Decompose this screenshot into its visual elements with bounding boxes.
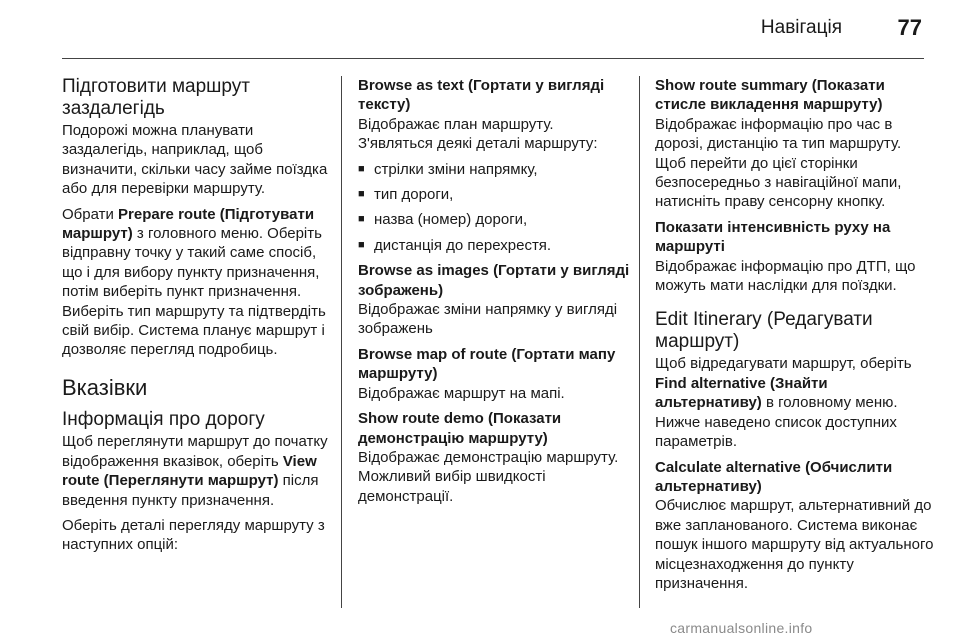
list-item: ■ назва (номер) дороги,	[358, 210, 630, 229]
header-divider	[62, 58, 924, 59]
column-right	[655, 76, 935, 599]
list-item: ■ тип дороги,	[358, 185, 630, 204]
heading-guidance: Вказівки	[62, 374, 148, 400]
option-browse-images-desc: Відображає зміни напрямку у вигляді зображень	[358, 301, 618, 338]
column-divider-2	[639, 76, 640, 608]
heading-prepare-route: Підготовити маршрут заздалегідь	[62, 76, 250, 119]
option-calculate-alternative-desc: Обчислює маршрут, альтернативний до вже запланованого. Система виконає пошук іншого маршруту від актуального місцезнаходження до пункту призначення.	[655, 497, 934, 592]
heading-edit-itinerary: Edit Itinerary (Редагувати маршрут)	[655, 309, 873, 353]
section-title: Навігація	[760, 17, 842, 38]
list-item: ■ дистанція до перехрестя.	[358, 236, 630, 255]
heading-road-info: Інформація про дорогу	[62, 409, 265, 431]
page-number: 77	[897, 15, 922, 40]
option-browse-map-desc: Відображає маршрут на мапі.	[358, 384, 565, 402]
option-route-summary-desc: Відображає інформацію про час в дорозі, дистанцію та тип маршруту. Щоб перейти до цієї сторінки безпосередньо з навігаційної мапи, натисніть праву сенсорну кнопку.	[655, 115, 902, 211]
option-calculate-alternative-title: Calculate alternative (Обчислити альтернативу)	[655, 458, 893, 495]
paragraph-prepare-intro: Подорожі можна планувати заздалегідь, наприклад, щоб визначити, скільки часу займе поїздка або для перевірки маршруту.	[62, 122, 328, 198]
paragraph-view-route: Щоб переглянути маршрут до початку відображення вказівок, оберіть View route (Переглянути маршрут) після введення пункту призначення.	[62, 433, 328, 509]
paragraph-edit-itinerary: Щоб відредагувати маршрут, оберіть Find alternative (Знайти альтернативу) в головному меню. Нижче наведено список доступних параметрів.	[655, 355, 912, 451]
paragraph-options-intro: Оберіть деталі перегляду маршруту з наступних опцій:	[62, 516, 325, 554]
option-browse-text-details: З'являться деякі деталі маршруту:	[358, 135, 598, 153]
column-middle	[358, 76, 630, 512]
column-left	[62, 76, 334, 561]
option-route-summary-title: Show route summary (Показати стисле викладення маршруту)	[655, 77, 885, 114]
menu-option-find-alternative: Find alternative (Знайти альтернативу)	[655, 374, 828, 412]
option-browse-text-title: Browse as text (Гортати у вигляді тексту)	[358, 77, 605, 114]
column-divider-1	[341, 76, 342, 608]
option-route-demo-desc: Відображає демонстрацію маршруту. Можливий вибір швидкості демонстрації.	[358, 448, 619, 505]
option-traffic-title: Показати інтенсивність руху на маршруті	[655, 218, 891, 256]
menu-option-prepare-route: Prepare route (Підготувати маршрут)	[62, 205, 315, 243]
paragraph-prepare-steps: Обрати Prepare route (Підготувати маршрут) з головного меню. Оберіть відправну точку у такий саме спосіб, що і для вибору пункту призначення, потім виберіть пункт призначення. Виберіть тип маршруту та підтвердіть свій вибір. Система планує маршрут і дозволяє перегляд подробиць.	[62, 205, 326, 359]
option-route-demo-title: Show route demo (Показати демонстрацію маршруту)	[358, 410, 562, 447]
option-browse-text-desc: Відображає план маршруту.	[358, 115, 554, 133]
option-browse-map-title: Browse map of route (Гортати мапу маршруту)	[358, 345, 616, 383]
page-header	[0, 0, 960, 60]
watermark: carmanualsonline.info	[670, 620, 813, 636]
option-browse-images-title: Browse as images (Гортати у вигляді зображень)	[358, 262, 630, 299]
menu-option-view-route: View route (Переглянути маршрут)	[62, 452, 317, 490]
list-item: ■ стрілки зміни напрямку,	[358, 160, 630, 179]
route-details-list	[358, 160, 630, 256]
option-traffic-desc: Відображає інформацію про ДТП, що можуть мати наслідки для поїздки.	[655, 257, 916, 295]
